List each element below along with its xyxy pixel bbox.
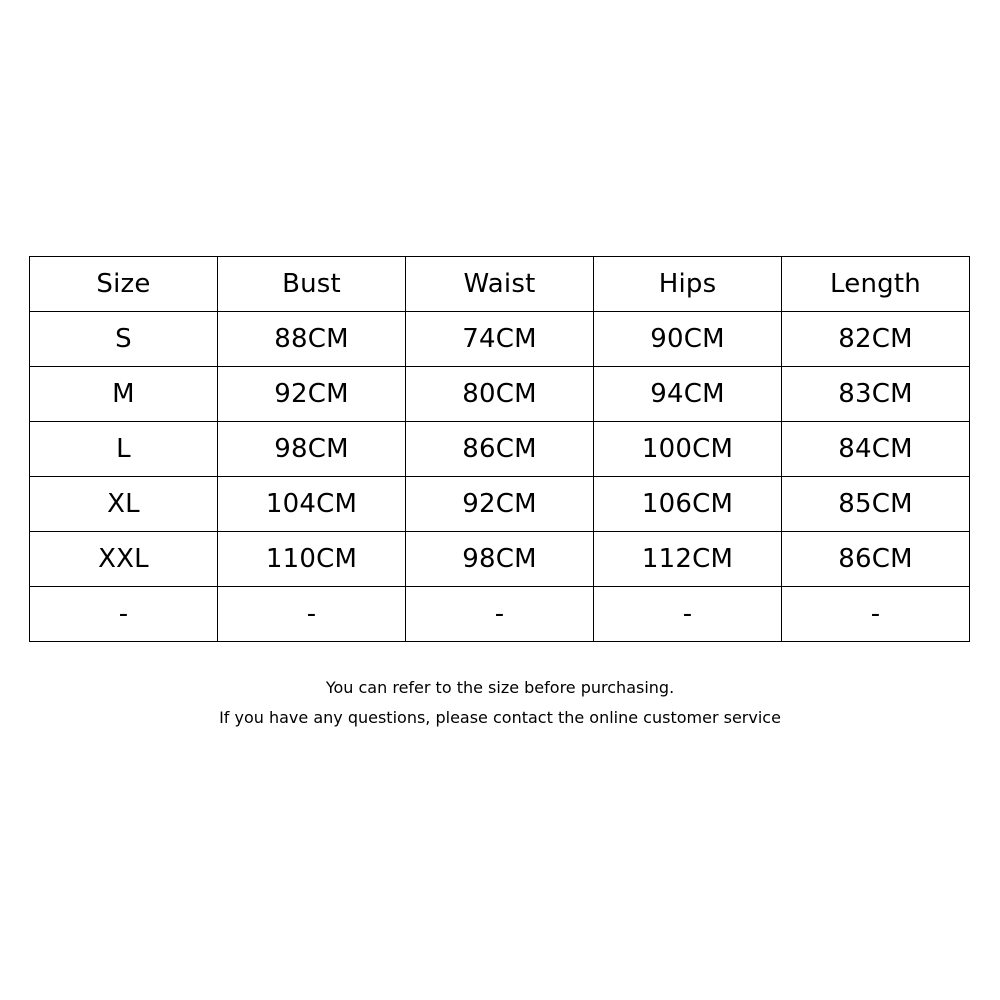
- cell-hips: 100CM: [594, 422, 782, 477]
- cell-length: 85CM: [782, 477, 970, 532]
- cell-bust: -: [218, 587, 406, 642]
- cell-waist: 80CM: [406, 367, 594, 422]
- cell-hips: 90CM: [594, 312, 782, 367]
- header-waist: Waist: [406, 257, 594, 312]
- table-row: [30, 312, 970, 367]
- cell-waist: 74CM: [406, 312, 594, 367]
- header-bust: Bust: [218, 257, 406, 312]
- cell-hips: 106CM: [594, 477, 782, 532]
- table-row: [30, 422, 970, 477]
- cell-size: M: [30, 367, 218, 422]
- cell-size: XXL: [30, 532, 218, 587]
- cell-waist: 92CM: [406, 477, 594, 532]
- cell-length: 82CM: [782, 312, 970, 367]
- header-hips: Hips: [594, 257, 782, 312]
- cell-length: 84CM: [782, 422, 970, 477]
- cell-hips: 112CM: [594, 532, 782, 587]
- cell-bust: 110CM: [218, 532, 406, 587]
- table-row: [30, 587, 970, 642]
- cell-waist: -: [406, 587, 594, 642]
- cell-length: 83CM: [782, 367, 970, 422]
- table-row: [30, 477, 970, 532]
- customer-service-note: If you have any questions, please contact the online customer service: [219, 708, 781, 727]
- cell-size: -: [30, 587, 218, 642]
- header-size: Size: [30, 257, 218, 312]
- size-reference-note: You can refer to the size before purchasing.: [325, 678, 675, 697]
- cell-size: S: [30, 312, 218, 367]
- cell-hips: 94CM: [594, 367, 782, 422]
- cell-bust: 98CM: [218, 422, 406, 477]
- cell-size: L: [30, 422, 218, 477]
- cell-length: 86CM: [782, 532, 970, 587]
- table-row: [30, 532, 970, 587]
- cell-waist: 98CM: [406, 532, 594, 587]
- cell-length: -: [782, 587, 970, 642]
- size-chart-table: [29, 256, 970, 642]
- cell-hips: -: [594, 587, 782, 642]
- cell-bust: 92CM: [218, 367, 406, 422]
- cell-bust: 88CM: [218, 312, 406, 367]
- table-header-row: [30, 257, 970, 312]
- cell-waist: 86CM: [406, 422, 594, 477]
- header-length: Length: [782, 257, 970, 312]
- cell-bust: 104CM: [218, 477, 406, 532]
- cell-size: XL: [30, 477, 218, 532]
- table-row: [30, 367, 970, 422]
